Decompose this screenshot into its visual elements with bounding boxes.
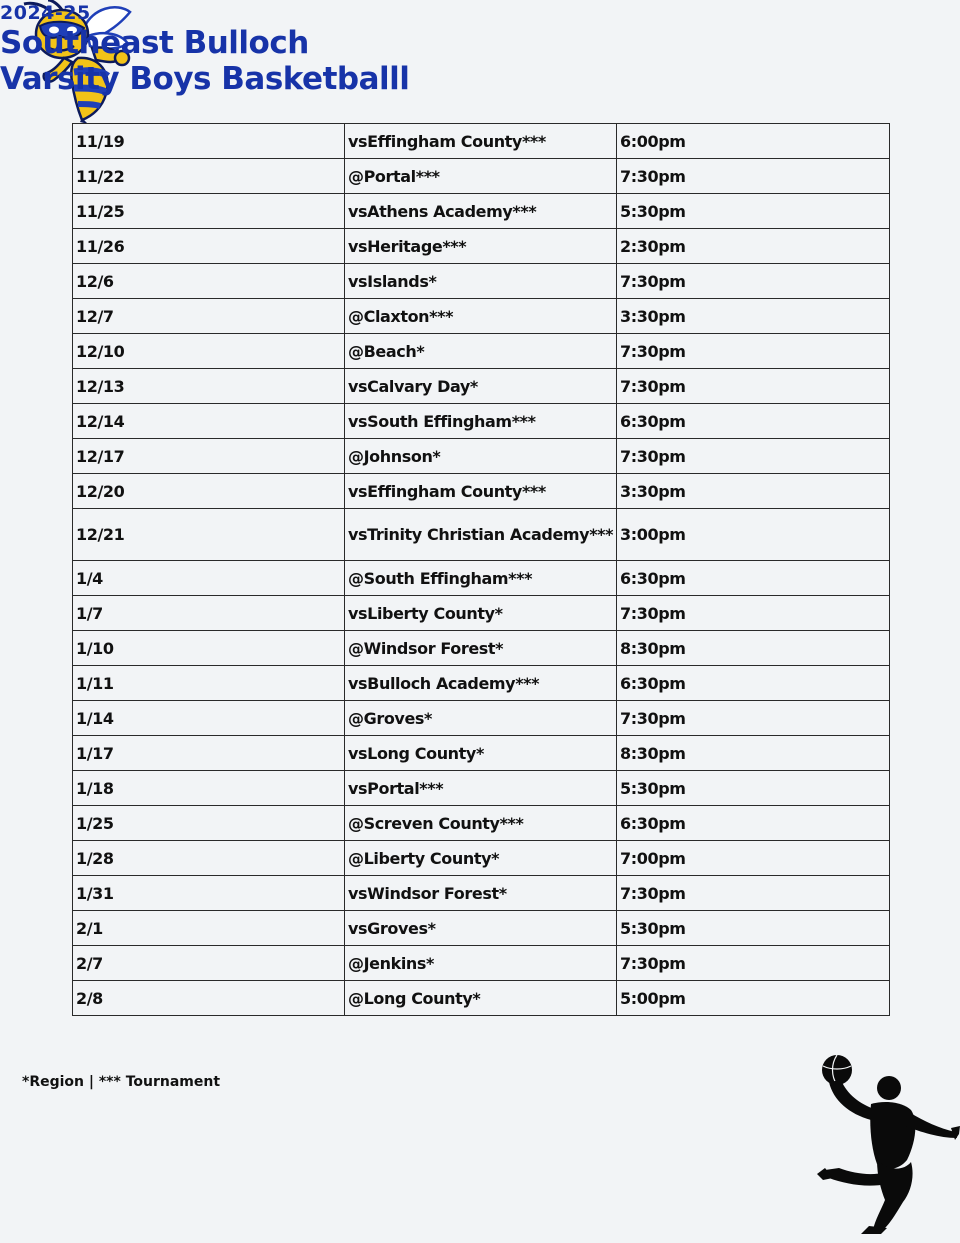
game-opponent: vsEffingham County*** [345,124,617,159]
table-row [73,439,890,474]
game-time: 7:30pm [617,264,890,299]
school-title: Southeast Bulloch [0,25,309,61]
game-date: 12/21 [73,509,345,561]
game-time: 7:30pm [617,596,890,631]
table-row [73,981,890,1016]
game-time: 6:00pm [617,124,890,159]
game-date: 11/22 [73,159,345,194]
game-opponent: @Jenkins* [345,946,617,981]
game-date: 11/25 [73,194,345,229]
table-row [73,229,890,264]
game-time: 7:30pm [617,701,890,736]
table-row [73,666,890,701]
game-date: 1/28 [73,841,345,876]
game-time: 2:30pm [617,229,890,264]
table-row [73,561,890,596]
table-row [73,334,890,369]
game-opponent: @Claxton*** [345,299,617,334]
game-date: 2/1 [73,911,345,946]
game-date: 2/7 [73,946,345,981]
game-time: 7:30pm [617,439,890,474]
game-opponent: @Johnson* [345,439,617,474]
game-opponent: @Screven County*** [345,806,617,841]
table-row [73,701,890,736]
table-row [73,299,890,334]
game-opponent: vsCalvary Day* [345,369,617,404]
game-date: 1/10 [73,631,345,666]
game-time: 6:30pm [617,806,890,841]
table-row [73,841,890,876]
table-row [73,806,890,841]
table-row [73,736,890,771]
game-opponent: vsGroves* [345,911,617,946]
table-row [73,876,890,911]
game-opponent: vsBulloch Academy*** [345,666,617,701]
game-opponent: vsSouth Effingham*** [345,404,617,439]
game-date: 12/10 [73,334,345,369]
game-time: 6:30pm [617,404,890,439]
game-time: 6:30pm [617,561,890,596]
table-row [73,159,890,194]
game-opponent: @Long County* [345,981,617,1016]
game-time: 8:30pm [617,736,890,771]
game-date: 12/13 [73,369,345,404]
game-date: 12/6 [73,264,345,299]
game-date: 12/20 [73,474,345,509]
table-row [73,911,890,946]
game-opponent: @Beach* [345,334,617,369]
game-opponent: vsLiberty County* [345,596,617,631]
game-opponent: vsAthens Academy*** [345,194,617,229]
game-opponent: vsIslands* [345,264,617,299]
game-time: 7:30pm [617,876,890,911]
game-time: 5:30pm [617,194,890,229]
table-row [73,369,890,404]
game-date: 11/26 [73,229,345,264]
game-time: 3:00pm [617,509,890,561]
table-row [73,631,890,666]
game-opponent: vsHeritage*** [345,229,617,264]
game-time: 7:30pm [617,334,890,369]
game-date: 1/14 [73,701,345,736]
table-row [73,509,890,561]
game-date: 2/8 [73,981,345,1016]
game-time: 8:30pm [617,631,890,666]
game-time: 7:30pm [617,369,890,404]
game-date: 1/7 [73,596,345,631]
game-date: 12/17 [73,439,345,474]
game-opponent: vsWindsor Forest* [345,876,617,911]
game-date: 1/31 [73,876,345,911]
game-opponent: @South Effingham*** [345,561,617,596]
game-time: 7:00pm [617,841,890,876]
game-date: 1/4 [73,561,345,596]
game-date: 12/14 [73,404,345,439]
game-time: 7:30pm [617,946,890,981]
game-date: 12/7 [73,299,345,334]
game-date: 1/17 [73,736,345,771]
game-time: 5:00pm [617,981,890,1016]
game-opponent: vsTrinity Christian Academy*** [345,509,617,561]
game-time: 5:30pm [617,771,890,806]
table-row [73,264,890,299]
game-time: 3:30pm [617,474,890,509]
game-time: 6:30pm [617,666,890,701]
table-row [73,404,890,439]
table-row [73,474,890,509]
legend-note: *Region | *** Tournament [22,1074,221,1090]
game-opponent: vsLong County* [345,736,617,771]
table-row [73,771,890,806]
game-time: 7:30pm [617,159,890,194]
table-row [73,946,890,981]
game-opponent: @Liberty County* [345,841,617,876]
game-date: 1/11 [73,666,345,701]
schedule-table [72,123,890,1016]
game-opponent: @Portal*** [345,159,617,194]
table-row [73,124,890,159]
game-opponent: vsEffingham County*** [345,474,617,509]
basketball-player-silhouette-icon [815,1052,960,1234]
game-opponent: @Windsor Forest* [345,631,617,666]
schedule-body [73,124,890,1016]
table-row [73,194,890,229]
game-opponent: vsPortal*** [345,771,617,806]
team-title: Varsity Boys Basketballl [0,61,410,97]
game-opponent: @Groves* [345,701,617,736]
game-date: 11/19 [73,124,345,159]
table-row [73,596,890,631]
game-date: 1/25 [73,806,345,841]
game-time: 3:30pm [617,299,890,334]
season-label: 2024-25 [0,2,91,24]
game-time: 5:30pm [617,911,890,946]
game-date: 1/18 [73,771,345,806]
